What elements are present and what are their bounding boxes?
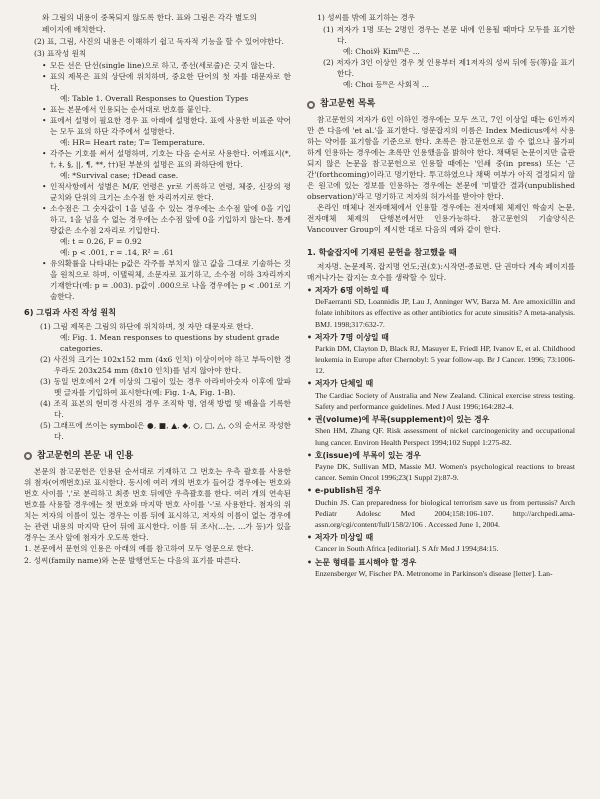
reference-list-body-1: 참고문헌의 저자가 6인 이하인 경우에는 모두 쓰고, 7인 이상일 때는 6인까지만 쓴 다음에 'et al.'을 표기한다. 영문잡지의 이름은 Index Medicus에서 사용하는 약어를 표기함을 기준으로 한다. 초록은 참고문헌으로 쓸 수 없으나 불가피하게 인용하는 경우에는 초록만 인용했음을 밝혀야 한다. 채택된 논문이지만 출판되지 않은 논문을 참고문헌으로 인용할 때에는 '인쇄 중(in press) 또는 '근간'(forthcoming)이라고 명기한다. 투고하였으나 채택 여부가 아직 결정되지 않은 원고에 있는 정보를 인용하는 경우에는 본문에 '미발간 결과(unpublished observation)'라고 명기하고 저자의 허가서를 받아야 한다. [307, 115, 575, 202]
figure-rule-1: (1) 그림 제목은 그림의 하단에 위치하며, 첫 자만 대문자로 한다. [40, 321, 254, 331]
ref-head-7: • 저자가 미상일 때 [307, 533, 374, 543]
table-rule-4: • 표에서 설명이 필요한 경우 표 아래에 설명한다. 표에 사용한 비표준 약어는 모두 표의 하단 각주에서 설명한다. [24, 115, 291, 137]
figure-rule-5: (5) 그래프에 쓰이는 symbol은 ●, ■, ▲, ◆, ○, □, △, ◇의 순서로 작성한다. [40, 420, 291, 441]
surname-sub-1-example: 예: Choi와 Kim⁸⁾은 ... [343, 47, 420, 56]
figure-rule-4: (4) 조직 표본의 현미경 사진의 경우 조직학 명, 염색 방법 및 배율을 기록한다. [40, 398, 291, 419]
right-column [307, 12, 575, 579]
section-bullet-icon [307, 101, 315, 109]
ref-text-1: DeFaerranti SD, Loannidis JP, Lau J, Anninger WV, Barza M. Are amoxicillin and folate inhibitors as effective as other antibiotics for acute sinusitis? A meta-analysis. BMJ. 1998;317:632-7. [315, 297, 575, 329]
surname-sub-2-example: 예: Choi 등⁸⁾은 사회적 ... [343, 80, 430, 89]
ref-head-8: • 논문 형태를 표시해야 할 경우 [307, 557, 417, 567]
ref-head-6: • e-publish된 경우 [307, 486, 382, 496]
figure-rule-3: (3) 동일 번호에서 2개 이상의 그림이 있는 경우 아라비아숫자 이후에 알파벳 글자를 기입하여 표시한다(예: Fig. 1-A, Fig. 1-B). [40, 376, 291, 397]
item-6-heading: 6) 그림과 사진 작성 원칙 [24, 307, 117, 317]
abbr-example: 예: HR= Heart rate; T= Temperature. [60, 138, 205, 147]
table-rule-2: • 표의 제목은 표의 상단에 위치하며, 중요한 단어의 첫 자를 대문자로 한다. [24, 71, 291, 93]
intro-line-1: 와 그림의 내용이 중복되지 않도록 한다. 표와 그림은 각각 별도의 [42, 13, 257, 22]
decimal-rule: • 소수점은 그 숫자값이 1을 넘을 수 있는 경우에는 소수점 앞에 0을 기입하고, 1을 넘을 수 없는 경우에는 소수점 앞에 0을 기입하지 않는다. 통계량값은 소수점 2자리로 기입한다. [24, 203, 291, 236]
in-text-citation-title: 참고문헌의 본문 내 인용 [37, 450, 134, 461]
reference-list-heading [307, 98, 575, 111]
surname-item-1: 1) 성씨를 밖에 표기하는 경우 [317, 13, 416, 22]
table-example: 예: Table 1. Overall Responses to Question Types [60, 94, 249, 103]
ref-head-3: • 저자가 단체일 때 [307, 379, 374, 389]
figure-rule-2: (2) 사진의 크기는 102x152 mm (4x6 인치) 이상이어야 하고 부득이한 경우라도 203x254 mm (8x10 인치)를 넘지 않아야 한다. [40, 354, 291, 375]
journal-description: 저자명. 논문제목. 잡지명 연도;권(호):시작면-종료면. 단 권마다 계속 페이지를 매겨나가는 잡지는 호수를 생략할 수 있다. [307, 261, 575, 282]
decimal-example-1: 예: t = 0.26, F = 0.92 [60, 237, 142, 246]
figure-example: 예: Fig. 1. Mean responses to questions by student grade categories. [60, 332, 280, 353]
symbol-rule: • 각주는 기호를 써서 설명하며, 기호는 다음 순서로 사용한다. 어깨표시(*, †, ‡, §, ||, ¶, **, ††)된 부분의 설명은 표의 좌하단에 한다. [24, 148, 291, 170]
item-2: (2) 표, 그림, 사진의 내용은 이해하기 쉽고 독자적 기능을 할 수 있어야한다. [34, 37, 284, 46]
surname-sub-1: (1) 저자가 1명 또는 2명인 경우는 본문 내에 인용될 때마다 모두를 표기한다. [323, 25, 575, 45]
intro-line-2: 페이지에 배치한다. [42, 25, 106, 34]
surname-sub-2: (2) 저자가 3인 이상인 경우 첫 인용부터 제1저자의 성씨 뒤에 등(等)을 표기한다. [323, 58, 575, 78]
ref-text-7: Cancer in South Africa [editorial]. S Afr Med J 1994;84:15. [315, 544, 499, 554]
ref-text-4: Shen HM, Zhang QF. Risk assessment of nickel carcinogenicity and occupational lung cancer. Environ Health Perspect 1994;102 Suppl 1:275-82. [315, 426, 575, 447]
ref-text-6: Duchin JS. Can preparedness for biological terrorism save us from pertussis? Arch Pediatr Adolesc Med 2004;158:106-107. http://archpedi.ama-assn.org/cgi/content/full/158/2/106 . Accessed June 1, 2004. [315, 497, 575, 529]
item-3: (3) 표작성 원칙 [34, 49, 87, 58]
ref-head-1: • 저자가 6명 이하일 때 [307, 285, 389, 295]
section-bullet-icon [24, 452, 32, 460]
decimal-example-2: 예: p < .001, r = .14, R² = .61 [60, 248, 174, 257]
ref-text-2: Parkin DM, Clayton D, Black RJ, Masuyer E, Friedl HP, Ivanov E, et al. Childhood leukemia in Europe after Chernobyl: 5 year follow-up. Br J Cancer. 1996; 73:1006-12. [315, 344, 575, 376]
reference-list-title: 참고문헌 목록 [320, 99, 376, 109]
journal-heading: 1. 학술잡지에 기재된 문헌을 참고했을 때 [307, 247, 457, 258]
p-value-rule: • 유의확률을 나타내는 p값은 각주를 부치지 않고 값을 그대로 기술하는 것을 원칙으로 하며, 이탤릭체, 소문자로 표기하고, 소수점 이하 3자리까지 기재한다(예: p = .003). p값이 .000으로 나올 경우에는 p < .001로 기술한다. [24, 258, 291, 302]
ref-text-8: Enzensberger W, Fischer PA. Metronome in Parkinson's disease [letter]. Lan- [315, 568, 553, 578]
citation-item-2: 2. 성씨(family name)와 논문 발행연도는 다음의 표기를 따른다. [24, 555, 241, 565]
left-column [24, 12, 291, 567]
reference-list-body-2: 온라인 매체나 전자매체에서 인용할 경우에는 전자매체 체제인 학술지 논문, 전자매체 체제의 단행본에서만 인용가능하다. 참고문헌의 기술양식은 Vancouver Group이 제시한 대로 다음의 예와 같이 한다. [307, 203, 575, 235]
ref-head-4: • 권(volume)에 부록(supplement)이 있는 경우 [307, 415, 490, 425]
in-text-citation-heading [24, 450, 291, 463]
ref-head-2: • 저자가 7명 이상일 때 [307, 332, 389, 342]
stats-rule: • 인적사항에서 성별은 M/F, 연령은 yr로 기록하고 연령, 체중, 신장의 평균치와 단위의 크기는 소수점 한 자리까지로 한다. [24, 181, 291, 203]
symbol-example: 예: *Survival case; †Dead case. [60, 171, 179, 180]
ref-head-5: • 호(issue)에 부록이 있는 경우 [307, 450, 421, 460]
table-rule-1: • 모든 선은 단선(single line)으로 하고, 종선(세로줄)은 긋지 않는다. [24, 60, 291, 71]
in-text-citation-body: 본문의 참고문헌은 인용된 순서대로 기재하고 그 번호는 우측 괄호를 사용한 위 첨자(어깨번호)로 표시한다. 동시에 여러 개의 번호가 들어갈 경우에는 번호와 번호 사이를 ','로 분리하고 최종 번호 뒤에만 우측괄호를 한다. 여러 개의 연속된 번호를 사용할 경우에는 첫 번호와 마지막 번호 사이를 '-'로 사용한다. 첨자의 위치는 저자의 이름이 있는 경우는 이름 뒤에 표시하고, 저자의 이름이 없는 경우에는 관련 내용의 마지막 단어 뒤에 표시한다. 이름 뒤 조사(...는, ...가 등)가 있을 경우는 조사 앞에 첨자가 오도록 한다. [24, 466, 291, 542]
table-rule-3: • 표는 본문에서 인용되는 순서대로 번호를 붙인다. [24, 104, 291, 115]
ref-text-3: The Cardiac Society of Australia and New Zealand. Clinical exercise stress testing. Safety and performance guidelines. Med J Aust 1996;164:282-4. [315, 390, 575, 411]
citation-item-1: 1. 본문에서 문헌의 인용은 아래의 예를 참고하여 모두 영문으로 한다. [24, 543, 254, 553]
ref-text-5: Payne DK, Sullivan MD, Massie MJ. Women's psychological reactions to breast cancer. Semin Oncol 1996;23(1 Suppl 2):87-9. [315, 461, 575, 483]
